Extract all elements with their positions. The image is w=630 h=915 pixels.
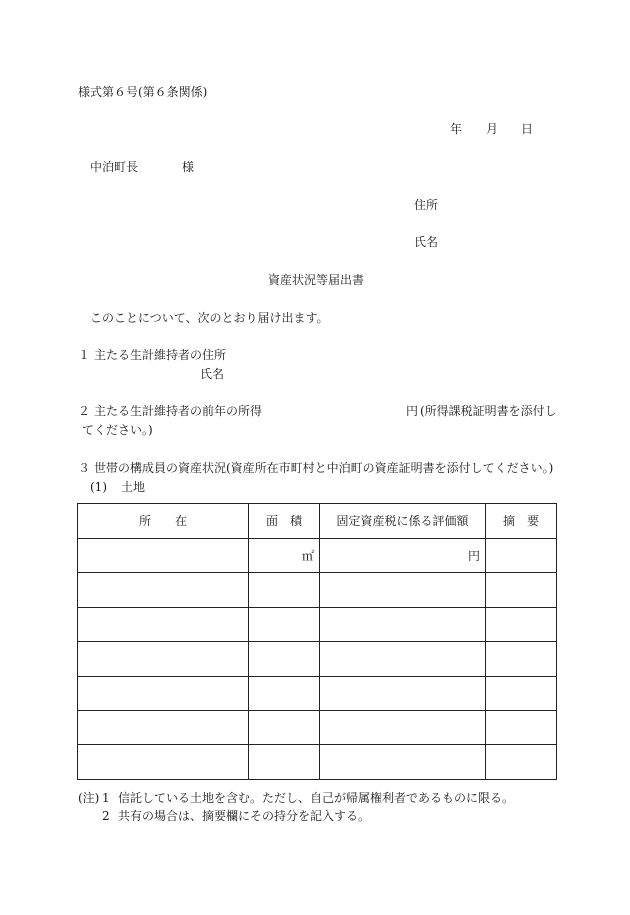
area-cell[interactable] bbox=[249, 745, 320, 779]
table-row bbox=[78, 607, 557, 641]
date-month-label: 月 bbox=[486, 122, 499, 136]
area-cell[interactable] bbox=[249, 573, 320, 607]
assessed-value-cell[interactable] bbox=[320, 745, 486, 779]
note-1-text: 信託している土地を含む。ただし、自己が帰属権利者であるものに限る。 bbox=[118, 791, 515, 805]
land-table bbox=[77, 503, 557, 780]
notes-prefix: (注) bbox=[78, 791, 100, 805]
applicant-address-label: 住所 bbox=[414, 198, 439, 212]
assessed-value-cell[interactable] bbox=[320, 710, 486, 744]
assessed-value-cell[interactable] bbox=[320, 642, 486, 676]
note-2-text: 共有の場合は、摘要欄にその持分を記入する。 bbox=[118, 809, 371, 823]
section2-label: 主たる生計維持者の前年の所得 bbox=[94, 404, 263, 418]
date-day-label: 日 bbox=[521, 122, 534, 136]
section2-note-line1: (所得課税証明書を添付し bbox=[420, 404, 557, 418]
intro-text: このことについて、次のとおり届け出ます。 bbox=[90, 311, 329, 325]
remarks-cell[interactable] bbox=[486, 745, 557, 779]
location-cell[interactable] bbox=[78, 745, 249, 779]
section1-label: 主たる生計維持者の住所 bbox=[94, 348, 227, 362]
table-header-row bbox=[78, 504, 557, 539]
table-row bbox=[78, 642, 557, 676]
assessed-value-cell[interactable] bbox=[320, 573, 486, 607]
remarks-cell[interactable] bbox=[486, 573, 557, 607]
note-2-number: 2 bbox=[102, 809, 110, 823]
area-cell[interactable] bbox=[249, 539, 320, 573]
addressee-honorific: 様 bbox=[182, 160, 195, 174]
remarks-cell[interactable] bbox=[486, 607, 557, 641]
location-cell[interactable] bbox=[78, 539, 249, 573]
section3-number: ３ bbox=[78, 461, 91, 475]
location-cell[interactable] bbox=[78, 676, 249, 710]
header-assessed-value: 固定資産税に係る評価額 bbox=[320, 504, 486, 539]
area-unit: ㎡ bbox=[301, 548, 314, 563]
assessed-value-cell[interactable] bbox=[320, 676, 486, 710]
form-number: 様式第６号(第６条関係) bbox=[78, 85, 208, 99]
remarks-cell[interactable] bbox=[486, 676, 557, 710]
table-row bbox=[78, 539, 557, 573]
remarks-cell[interactable] bbox=[486, 539, 557, 573]
area-cell[interactable] bbox=[249, 607, 320, 641]
section3-label: 世帯の構成員の資産状況(資産所在市町村と中泊町の資産証明書を添付してください。) bbox=[94, 461, 554, 475]
subsection-number: (1) bbox=[90, 480, 107, 494]
location-cell[interactable] bbox=[78, 710, 249, 744]
section2-note-line2: てください。) bbox=[82, 423, 153, 437]
table-row bbox=[78, 676, 557, 710]
location-cell[interactable] bbox=[78, 573, 249, 607]
table-row bbox=[78, 710, 557, 744]
document-title: 資産状況等届出書 bbox=[268, 273, 365, 287]
remarks-cell[interactable] bbox=[486, 642, 557, 676]
area-cell[interactable] bbox=[249, 676, 320, 710]
section2-number: ２ bbox=[78, 404, 91, 418]
header-remarks: 摘 要 bbox=[486, 504, 557, 539]
section1-number: １ bbox=[78, 348, 91, 362]
location-cell[interactable] bbox=[78, 642, 249, 676]
table-row bbox=[78, 573, 557, 607]
remarks-cell[interactable] bbox=[486, 710, 557, 744]
area-cell[interactable] bbox=[249, 710, 320, 744]
area-cell[interactable] bbox=[249, 642, 320, 676]
value-unit: 円 bbox=[467, 548, 480, 563]
date-year-label: 年 bbox=[450, 122, 463, 136]
section2-unit: 円 bbox=[406, 404, 419, 418]
assessed-value-cell[interactable] bbox=[320, 539, 486, 573]
header-area: 面 積 bbox=[249, 504, 320, 539]
location-cell[interactable] bbox=[78, 607, 249, 641]
applicant-name-label: 氏名 bbox=[414, 235, 439, 249]
header-location: 所 在 bbox=[78, 504, 249, 539]
note-1-number: 1 bbox=[102, 791, 110, 805]
section1-name-label: 氏名 bbox=[200, 367, 225, 381]
table-row bbox=[78, 745, 557, 779]
subsection-label: 土地 bbox=[121, 480, 146, 494]
addressee-name: 中泊町長 bbox=[90, 160, 139, 174]
assessed-value-cell[interactable] bbox=[320, 607, 486, 641]
